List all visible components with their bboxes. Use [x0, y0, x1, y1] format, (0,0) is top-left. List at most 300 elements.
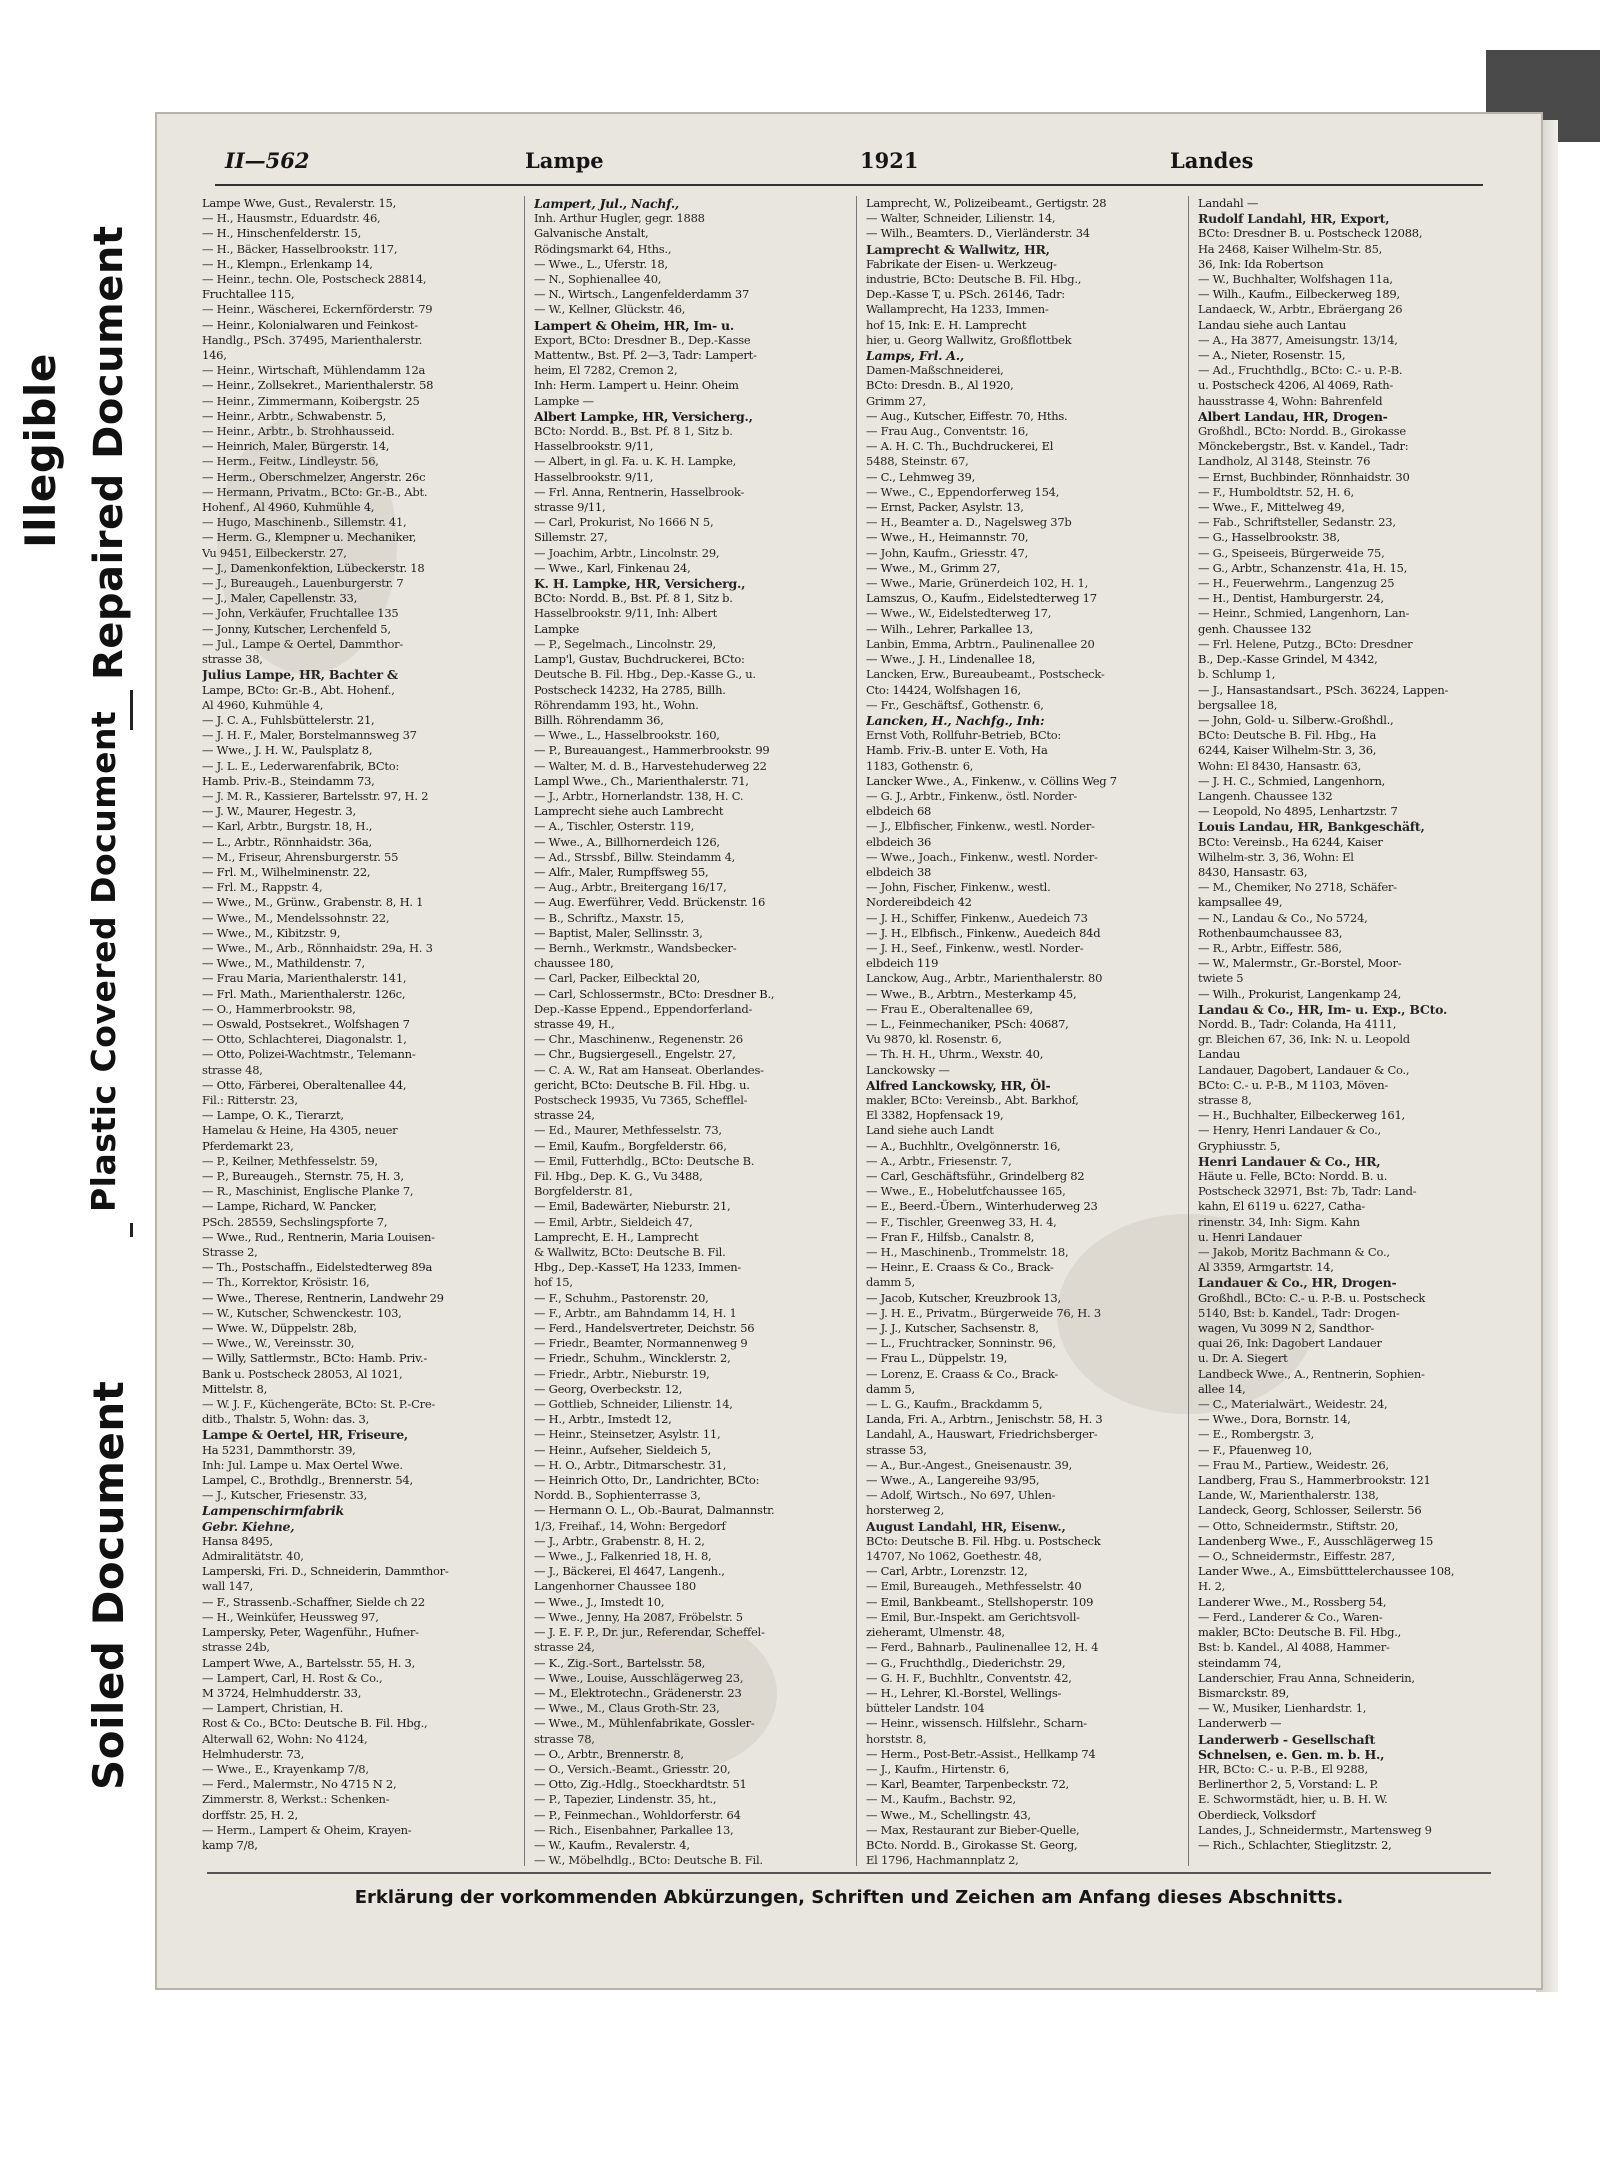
directory-entry: — O., Hammerbrookstr. 98,: [202, 1001, 356, 1016]
directory-entry: — Walter, M. d. B., Harvestehuderweg 22: [534, 758, 767, 773]
directory-entry: Landau siehe auch Lantau: [1198, 317, 1346, 332]
directory-entry: Lancken, Erw., Bureaubeamt., Postscheck-: [866, 667, 1105, 682]
directory-entry: — Wwe., L., Hasselbrookstr. 160,: [534, 728, 720, 743]
directory-entry: — Carl, Prokurist, No 1666 N 5,: [534, 515, 714, 530]
directory-entry: gr. Bleichen 67, 36, Ink: N. u. Leopold: [1198, 1032, 1410, 1047]
directory-entry: zieheramt, Ulmenstr. 48,: [866, 1625, 1005, 1640]
directory-entry: strasse 24,: [534, 1108, 595, 1123]
directory-entry: — J. H., Seef., Finkenw., westl. Norder-: [866, 940, 1084, 955]
directory-entry: — John, Verkäufer, Fruchtallee 135: [202, 606, 399, 621]
directory-entry: 5488, Steinstr. 67,: [866, 454, 969, 469]
directory-entry: — H., Lehrer, Kl.-Borstel, Wellings-: [866, 1685, 1062, 1700]
directory-entry: Cto: 14424, Wolfshagen 16,: [866, 682, 1021, 697]
directory-entry: Häute u. Felle, BCto: Nordd. B. u.: [1198, 1169, 1388, 1183]
directory-entry: Lampl Wwe., Ch., Marienthalerstr. 71,: [534, 773, 749, 788]
directory-entry: — G., Arbtr., Schanzenstr. 41a, H. 15,: [1198, 560, 1408, 575]
repaired-document-label: Repaired Document: [86, 225, 132, 680]
directory-entry: — Aug., Kutscher, Eiffestr. 70, Hths.: [866, 408, 1068, 423]
directory-entry: makler, BCto: Deutsche B. Fil. Hbg.,: [1198, 1625, 1402, 1640]
directory-entry: Landeck, Georg, Schlosser, Seilerstr. 56: [1198, 1503, 1422, 1518]
directory-entry: — Carl, Geschäftsführ., Grindelberg 82: [866, 1169, 1085, 1183]
directory-entry: hof 15,: [534, 1275, 573, 1290]
directory-entry: Wallamprecht, Ha 1233, Immen-: [866, 302, 1049, 317]
directory-entry: — Carl, Arbtr., Lorenzstr. 12,: [866, 1564, 1028, 1579]
directory-entry: — Frau L., Düppelstr. 19,: [866, 1351, 1008, 1366]
directory-entry: Lampert & Oheim, HR, Im- u.: [534, 317, 734, 333]
directory-entry: Großhdl., BCto: Nordd. B., Girokasse: [1198, 424, 1406, 439]
directory-entry: — Rich., Schlachter, Stieglitzstr. 2,: [1198, 1837, 1392, 1852]
directory-entry: Nordd. B., Tadr: Colanda, Ha 4111,: [1198, 1016, 1397, 1031]
directory-entry: twiete 5: [1198, 971, 1244, 986]
directory-entry: — Wwe., M., Mühlenfabrikate, Gossler-: [534, 1716, 755, 1731]
directory-entry: — B., Schriftz., Maxstr. 15,: [534, 910, 684, 925]
directory-entry: Julius Lampe, HR, Bachter &: [202, 667, 398, 683]
directory-entry: 5140, Bst: b. Kandel., Tadr: Drogen-: [1198, 1305, 1400, 1320]
directory-entry: — Henry, Henri Landauer & Co.,: [1198, 1123, 1381, 1138]
directory-entry: Landbeck Wwe., A., Rentnerin, Sophien-: [1198, 1366, 1425, 1381]
directory-entry: Gryphiusstr. 5,: [1198, 1138, 1281, 1153]
directory-entry: Vu 9451, Eilbeckerstr. 27,: [202, 545, 347, 560]
directory-entry: — Wwe., W., Vereinsstr. 30,: [202, 1336, 355, 1351]
directory-entry: ditb., Thalstr. 5, Wohn: das. 3,: [202, 1412, 370, 1427]
directory-entry: — Otto, Zig.-Hdlg., Stoeckhardtstr. 51: [534, 1777, 747, 1792]
directory-entry: — Heinr., Wirtschaft, Mühlendamm 12a: [202, 363, 426, 378]
directory-entry: — Ernst, Packer, Asylstr. 13,: [866, 500, 1024, 515]
directory-entry: dorffstr. 25, H. 2,: [202, 1807, 298, 1822]
directory-entry: — Jonny, Kutscher, Lerchenfeld 5,: [202, 621, 391, 636]
directory-entry: — Ed., Maurer, Methfesselstr. 73,: [534, 1123, 722, 1138]
directory-entry: — Heinr., wissensch. Hilfslehr., Scharn-: [866, 1716, 1087, 1731]
directory-entry: — Emil, Bur.-Inspekt. am Gerichtsvoll-: [866, 1609, 1080, 1624]
directory-entry: Hamb. Priv.-B., Steindamm 73,: [202, 773, 375, 788]
directory-entry: strasse 53,: [866, 1442, 927, 1457]
directory-entry: — Wwe., M., Claus Groth-Str. 23,: [534, 1701, 720, 1716]
directory-entry: Export, BCto: Dresdner B., Dep.-Kasse: [534, 332, 751, 347]
directory-entry: Louis Landau, HR, Bankgeschäft,: [1198, 819, 1425, 835]
directory-entry: Lampersky, Peter, Wagenführ., Hufner-: [202, 1625, 419, 1640]
directory-entry: 146,: [202, 348, 227, 363]
directory-entry: — J., Kutscher, Friesenstr. 33,: [202, 1488, 367, 1503]
directory-entry: Langenh. Chaussee 132: [1198, 788, 1333, 803]
directory-entry: — Wwe., M., Schellingstr. 43,: [866, 1807, 1031, 1822]
directory-entry: El 1796, Hachmannplatz 2,: [866, 1853, 1019, 1866]
directory-entry: b. Schlump 1,: [1198, 667, 1276, 682]
soiled-document-label: Soiled Document: [84, 1380, 133, 1790]
directory-entry: — Leopold, No 4895, Lenhartzstr. 7: [1198, 804, 1398, 819]
directory-entry: Lamprecht & Wallwitz, HR,: [866, 241, 1050, 257]
column-rule: [856, 196, 857, 1866]
directory-entry: Bismarckstr. 89,: [1198, 1685, 1290, 1700]
directory-entry: Damen-Maßschneiderei,: [866, 363, 1004, 378]
directory-entry: — G., Fruchthdlg., Diederichstr. 29,: [866, 1655, 1066, 1670]
directory-entry: — J., Bäckerei, El 4647, Langenh.,: [534, 1564, 725, 1579]
directory-entry: — W., Möbelhdlg., BCto: Deutsche B. Fil.: [534, 1853, 763, 1866]
directory-entry: — Wwe., M., Mathildenstr. 7,: [202, 956, 365, 971]
directory-entry: Landenberg Wwe., F., Ausschlägerweg 15: [1198, 1533, 1434, 1548]
directory-entry: Lanckowsky —: [866, 1062, 950, 1077]
directory-entry: — Karl, Beamter, Tarpenbeckstr. 72,: [866, 1777, 1069, 1792]
directory-entry: 1183, Gothenstr. 6,: [866, 758, 974, 773]
directory-entry: El 3382, Hopfensack 19,: [866, 1108, 1004, 1123]
directory-entry: — Ernst, Buchbinder, Rönnhaidstr. 30: [1198, 469, 1410, 484]
directory-entry: — G., Hasselbrookstr. 38,: [1198, 530, 1340, 545]
directory-entry: rinenstr. 34, Inh: Sigm. Kahn: [1198, 1214, 1360, 1229]
directory-entry: — Alfr., Maler, Rumpffsweg 55,: [534, 864, 709, 879]
directory-entry: — Emil, Arbtr., Sieldeich 47,: [534, 1214, 693, 1229]
directory-entry: — Heinr., Zimmermann, Koibergstr. 25: [202, 393, 420, 408]
directory-entry: elbdeich 38: [866, 864, 932, 879]
directory-entry: — F., Strassenb.-Schaffner, Sielde ch 22: [202, 1594, 425, 1609]
first-entry-word: Lampe: [525, 148, 604, 173]
directory-entry: — F., Arbtr., am Bahndamm 14, H. 1: [534, 1305, 737, 1320]
directory-entry: — Fr., Geschäftsf., Gothenstr. 6,: [866, 697, 1044, 712]
directory-entry: — Wwe., F., Mittelweg 49,: [1198, 500, 1345, 515]
directory-entry: — M., Friseur, Ahrensburgerstr. 55: [202, 849, 399, 864]
directory-entry: — W., Buchhalter, Wolfshagen 11a,: [1198, 272, 1393, 287]
directory-entry: — Heinr., Aufseher, Sieldeich 5,: [534, 1442, 712, 1457]
column-rule: [524, 196, 525, 1866]
directory-entry: — Ferd., Handelsvertreter, Deichstr. 56: [534, 1321, 755, 1336]
directory-entry: — Frau M., Partiew., Weidestr. 26,: [1198, 1457, 1389, 1472]
directory-entry: Oberdieck, Volksdorf: [1198, 1807, 1316, 1822]
directory-entry: — Hugo, Maschinenb., Sillemstr. 41,: [202, 515, 407, 530]
directory-entry: Lampert Wwe, A., Bartelsstr. 55, H. 3,: [202, 1655, 416, 1670]
directory-entry: Nordereibdeich 42: [866, 895, 972, 910]
directory-entry: Dep.-Kasse Eppend., Eppendorferland-: [534, 1001, 753, 1016]
directory-entry: — Wwe., A., Billhornerdeich 126,: [534, 834, 720, 849]
directory-entry: — Heinr., Schmied, Langenhorn, Lan-: [1198, 606, 1410, 621]
directory-entry: Landau & Co., HR, Im- u. Exp., BCto.: [1198, 1001, 1448, 1017]
directory-entry: — O., Arbtr., Brennerstr. 8,: [534, 1746, 684, 1761]
directory-entry: u. Postscheck 4206, Al 4069, Rath-: [1198, 378, 1394, 393]
directory-entry: Postscheck 32971, Bst: 7b, Tadr: Land-: [1198, 1184, 1417, 1199]
directory-entry: — Wwe., E., Hobelutfchaussee 165,: [866, 1184, 1066, 1199]
directory-entry: — P., Segelmach., Lincolnstr. 29,: [534, 636, 716, 651]
directory-entry: — Wwe., J. H. W., Paulsplatz 8,: [202, 743, 373, 758]
directory-entry: 36, Ink: Ida Robertson: [1198, 256, 1324, 271]
directory-entry: Hasselbrookstr. 9/11,: [534, 439, 654, 454]
directory-entry: Lampe Wwe, Gust., Revalerstr. 15,: [202, 196, 396, 210]
directory-entry: — Wwe., B., Arbtrn., Mesterkamp 45,: [866, 986, 1077, 1001]
directory-entry: — J. H. C., Schmied, Langenhorn,: [1198, 773, 1386, 788]
directory-entry: bergsallee 18,: [1198, 697, 1278, 712]
directory-entry: Lampel, C., Brothdlg., Brennerstr. 54,: [202, 1473, 413, 1488]
directory-entry: — Wilh., Beamters. D., Vierländerstr. 34: [866, 226, 1090, 241]
directory-entry: wagen, Vu 3099 N 2, Sandthor-: [1198, 1321, 1375, 1336]
directory-entry: — F., Schuhm., Pastorenstr. 20,: [534, 1290, 709, 1305]
directory-entry: Landes, J., Schneidermstr., Martensweg 9: [1198, 1822, 1432, 1837]
directory-entry: & Wallwitz, BCto: Deutsche B. Fil.: [534, 1245, 726, 1260]
directory-entry: — Wwe., L., Uferstr. 18,: [534, 256, 668, 271]
directory-entry: Helmhuderstr. 73,: [202, 1746, 305, 1761]
directory-entry: — Wwe., Jenny, Ha 2087, Fröbelstr. 5: [534, 1609, 743, 1624]
directory-entry: — Heinr., Arbtr., b. Strohhausseid.: [202, 424, 395, 439]
directory-entry: — J., Damenkonfektion, Lübeckerstr. 18: [202, 560, 425, 575]
directory-entry: — G. J., Arbtr., Finkenw., östl. Norder-: [866, 788, 1078, 803]
directory-entry: — Chr., Bugsiergesell., Engelstr. 27,: [534, 1047, 736, 1062]
directory-entry: — John, Fischer, Finkenw., westl.: [866, 880, 1051, 895]
directory-entry: — P., Bureaugeh., Sternstr. 75, H. 3,: [202, 1169, 404, 1183]
directory-entry: — C., Materialwärt., Weidestr. 24,: [1198, 1397, 1388, 1412]
directory-entry: August Landahl, HR, Eisenw.,: [866, 1518, 1066, 1534]
footer-rule: [207, 1872, 1491, 1874]
directory-entry: — W., Musiker, Lienhardstr. 1,: [1198, 1701, 1367, 1716]
directory-entry: — Wwe., J., Imstedt 10,: [534, 1594, 665, 1609]
directory-entry: — M., Chemiker, No 2718, Schäfer-: [1198, 880, 1397, 895]
directory-entry: — J. H. E., Privatm., Bürgerweide 76, H. 3: [866, 1305, 1101, 1320]
directory-entry: — Wwe., M., Grimm 27,: [866, 560, 1001, 575]
directory-entry: — Wwe., M., Mendelssohnstr. 22,: [202, 910, 390, 925]
directory-entry: — Wwe., C., Eppendorferweg 154,: [866, 484, 1060, 499]
column-rule: [1188, 196, 1189, 1866]
directory-entry: Wilhelm-str. 3, 36, Wohn: El: [1198, 849, 1354, 864]
directory-entry: — Fab., Schriftsteller, Sedanstr. 23,: [1198, 515, 1396, 530]
directory-entry: — Herm., Post-Betr.-Assist., Hellkamp 74: [866, 1746, 1096, 1761]
directory-entry: Nordd. B., Sophienterrasse 3,: [534, 1488, 701, 1503]
directory-entry: Mattentw., Bst. Pf. 2—3, Tadr: Lampert-: [534, 348, 757, 363]
directory-entry: Henri Landauer & Co., HR,: [1198, 1153, 1381, 1169]
directory-entry: E. Schwormstädt, hier, u. B. H. W.: [1198, 1792, 1388, 1807]
directory-entry: PSch. 28559, Sechslingspforte 7,: [202, 1214, 388, 1229]
directory-entry: strasse 24b,: [202, 1640, 270, 1655]
directory-entry: Zimmerstr. 8, Werkst.: Schenken-: [202, 1792, 390, 1807]
directory-entry: BCto: Deutsche B. Fil. Hbg., Ha: [1198, 728, 1377, 743]
directory-entry: Wohn: El 8430, Hansastr. 63,: [1198, 758, 1362, 773]
abbreviations-note: Erklärung der vorkommenden Abkürzungen, Schriften und Zeichen am Anfang dieses Abschnitts.: [354, 1887, 1344, 1908]
directory-entry: — Friedr., Beamter, Normannenweg 9: [534, 1336, 748, 1351]
directory-entry: — J. M. R., Kassierer, Bartelsstr. 97, H. 2: [202, 788, 429, 803]
directory-entry: — N., Landau & Co., No 5724,: [1198, 910, 1368, 925]
directory-entry: Postscheck 19935, Vu 7365, Schefflel-: [534, 1092, 748, 1107]
directory-entry: Billh. Röhrendamm 36,: [534, 712, 664, 727]
directory-entry: — J. L. E., Lederwarenfabrik, BCto:: [202, 758, 400, 773]
directory-entry: Fil.: Ritterstr. 23,: [202, 1092, 298, 1107]
directory-entry: Landerer Wwe., M., Rossberg 54,: [1198, 1594, 1387, 1609]
directory-entry: strasse 8,: [1198, 1092, 1252, 1107]
directory-entry: — J. E. F. P., Dr. jur., Referendar, Scheffel-: [534, 1625, 765, 1640]
directory-entry: — Wilh., Lehrer, Parkallee 13,: [866, 621, 1034, 636]
directory-entry: Rödingsmarkt 64, Hths.,: [534, 241, 672, 256]
directory-entry: BCto: Dresdner B. u. Postscheck 12088,: [1198, 226, 1423, 241]
illegible-label: Illegible: [16, 353, 65, 548]
directory-entry: — Carl, Packer, Eilbecktal 20,: [534, 971, 701, 986]
directory-entry: — Bernh., Werkmstr., Wandsbecker-: [534, 940, 737, 955]
directory-entry: — Chr., Maschinenw., Regenenstr. 26: [534, 1032, 743, 1047]
directory-entry: Hbg., Dep.-KasseT, Ha 1233, Immen-: [534, 1260, 742, 1275]
directory-entry: BCto: C.- u. P.-B., M 1103, Möven-: [1198, 1077, 1389, 1092]
directory-entry: — Heinr., Kolonialwaren und Feinkost-: [202, 317, 418, 332]
directory-entry: — Frl. M., Wilhelminenstr. 22,: [202, 864, 371, 879]
directory-entry: — Th., Postschaffn., Eidelstedterweg 89a: [202, 1260, 433, 1275]
directory-entry: allee 14,: [1198, 1381, 1246, 1396]
directory-entry: — Frau Maria, Marienthalerstr. 141,: [202, 971, 407, 986]
directory-entry: Vu 9870, kl. Rosenstr. 6,: [866, 1032, 1002, 1047]
directory-entry: — Oswald, Postsekret., Wolfshagen 7: [202, 1016, 410, 1031]
directory-entry: Lanckow, Aug., Arbtr., Marienthalerstr. 80: [866, 971, 1103, 986]
directory-entry: — H., Arbtr., Imstedt 12,: [534, 1412, 672, 1427]
directory-entry: — R., Maschinist, Englische Planke 7,: [202, 1184, 414, 1199]
directory-entry: Lamp'l, Gustav, Buchdruckerei, BCto:: [534, 652, 745, 667]
directory-entry: 8430, Hansastr. 63,: [1198, 864, 1308, 879]
directory-entry: — Heinr., Steinsetzer, Asylstr. 11,: [534, 1427, 721, 1442]
directory-entry: — Emil, Futterhdlg., BCto: Deutsche B.: [534, 1153, 755, 1168]
directory-entry: — H., Hausmstr., Eduardstr. 46,: [202, 211, 381, 226]
directory-entry: — O., Versich.-Beamt., Griesstr. 20,: [534, 1761, 731, 1776]
directory-entry: chaussee 180,: [534, 956, 614, 971]
directory-entry: Ha 5231, Dammthorstr. 39,: [202, 1442, 356, 1457]
directory-entry: steindamm 74,: [1198, 1655, 1282, 1670]
directory-entry: — Wilh., Kaufm., Eilbeckerweg 189,: [1198, 287, 1400, 302]
directory-entry: — J. H., Elbfisch., Finkenw., Auedeich 84d: [866, 925, 1101, 940]
directory-entry: gericht, BCto: Deutsche B. Fil. Hbg. u.: [534, 1077, 750, 1092]
directory-entry: Mittelstr. 8,: [202, 1381, 267, 1396]
directory-entry: Lamszus, O., Kaufm., Eidelstedterweg 17: [866, 591, 1097, 606]
directory-entry: — J., Hansastandsart., PSch. 36224, Lappen-: [1198, 682, 1449, 697]
directory-entry: hier, u. Georg Wallwitz, Großflottbek: [866, 332, 1072, 347]
directory-entry: — O., Schneidermstr., Eiffestr. 287,: [1198, 1549, 1395, 1564]
directory-entry: Hamelau & Heine, Ha 4305, neuer: [202, 1123, 398, 1138]
directory-entry: — J., Arbtr., Grabenstr. 8, H. 2,: [534, 1533, 705, 1548]
directory-entry: Albert Lampke, HR, Versicherg.,: [534, 408, 753, 424]
directory-entry: 14707, No 1062, Goethestr. 48,: [866, 1549, 1042, 1564]
directory-entry: M 3724, Helmhudderstr. 33,: [202, 1685, 362, 1700]
directory-entry: — N., Sophienallee 40,: [534, 272, 662, 287]
directory-entry: — Ferd., Malermstr., No 4715 N 2,: [202, 1777, 397, 1792]
directory-entry: Fil. Hbg., Dep. K. G., Vu 3488,: [534, 1169, 703, 1183]
directory-entry: — Otto, Polizei-Wachtmstr., Telemann-: [202, 1047, 416, 1062]
directory-entry: — Th. H. H., Uhrm., Wexstr. 40,: [866, 1047, 1044, 1062]
directory-entry: Lancken, H., Nachfg., Inh:: [866, 712, 1045, 728]
directory-entry: — F., Humboldtstr. 52, H. 6,: [1198, 484, 1354, 499]
directory-entry: Großhdl., BCto: C.- u. P.-B. u. Postscheck: [1198, 1290, 1426, 1305]
directory-entry: — W., Kaufm., Revalerstr. 4,: [534, 1837, 690, 1852]
directory-entry: — Hermann O. L., Ob.-Baurat, Dalmannstr.: [534, 1503, 775, 1518]
directory-entry: — Heinrich Otto, Dr., Landrichter, BCto:: [534, 1473, 760, 1488]
directory-entry: — H., Maschinenb., Trommelstr. 18,: [866, 1245, 1069, 1260]
directory-entry: — P., Bureauangest., Hammerbrookstr. 99: [534, 743, 770, 758]
directory-entry: BCto. Nordd. B., Girokasse St. Georg,: [866, 1837, 1078, 1852]
directory-entry: Lampke —: [534, 393, 594, 408]
column-2: [534, 196, 846, 1866]
directory-entry: — Wwe., E., Krayenkamp 7/8,: [202, 1761, 369, 1776]
directory-entry: — Wwe., Marie, Grünerdeich 102, H. 1,: [866, 576, 1088, 591]
directory-entry: Landau: [1198, 1047, 1241, 1062]
scanned-page: [155, 112, 1543, 1990]
directory-entry: Landaeck, W., Arbtr., Ebräergang 26: [1198, 302, 1403, 317]
column-3: [866, 196, 1178, 1866]
directory-entry: Röhrendamm 193, ht., Wohn.: [534, 697, 699, 712]
directory-entry: — Lorenz, E. Craass & Co., Brack-: [866, 1366, 1058, 1381]
directory-entry: Admiralitätstr. 40,: [202, 1549, 304, 1564]
directory-entry: hausstrasse 4, Wohn: Bahrenfeld: [1198, 393, 1383, 408]
directory-entry: — Rich., Eisenbahner, Parkallee 13,: [534, 1822, 734, 1837]
directory-entry: 6244, Kaiser Wilhelm-Str. 3, 36,: [1198, 743, 1377, 758]
directory-entry: horststr. 8,: [866, 1731, 927, 1746]
directory-entry: — E., Beerd.-Übern., Winterhuderweg 23: [866, 1199, 1098, 1214]
label-divider-2: [130, 1223, 133, 1237]
directory-entry: Hansa 8495,: [202, 1533, 273, 1548]
directory-entry: — M., Elektrotechn., Grädenerstr. 23: [534, 1685, 742, 1700]
directory-entry: — W., Malermstr., Gr.-Borstel, Moor-: [1198, 956, 1402, 971]
directory-entry: Handlg., PSch. 37495, Marienthalerstr.: [202, 332, 423, 347]
directory-entry: — Frl. Math., Marienthalerstr. 126c,: [202, 986, 406, 1001]
directory-entry: — Jacob, Kutscher, Kreuzbrook 13,: [866, 1290, 1061, 1305]
directory-entry: — Gottlieb, Schneider, Lilienstr. 14,: [534, 1397, 733, 1412]
directory-entry: — F., Pfauenweg 10,: [1198, 1442, 1312, 1457]
directory-entry: BCto: Nordd. B., Bst. Pf. 8 1, Sitz b.: [534, 424, 733, 439]
directory-entry: Hamb. Friv.-B. unter E. Voth, Ha: [866, 743, 1048, 758]
directory-entry: — Willy, Sattlermstr., BCto: Hamb. Priv.-: [202, 1351, 428, 1366]
directory-entry: Landahl, A., Hauswart, Friedrichsberger-: [866, 1427, 1098, 1442]
directory-entry: — Otto, Schlachterei, Diagonalstr. 1,: [202, 1032, 407, 1047]
directory-entry: — Wwe., Joach., Finkenw., westl. Norder-: [866, 849, 1098, 864]
directory-entry: — A., Buchhltr., Ovelgönnerstr. 16,: [866, 1138, 1061, 1153]
directory-entry: — Hermann, Privatm., BCto: Gr.-B., Abt.: [202, 484, 428, 499]
directory-entry: elbdeich 68: [866, 804, 932, 819]
directory-entry: — H., Klempn., Erlenkamp 14,: [202, 256, 373, 271]
directory-entry: — Heinr., E. Craass & Co., Brack-: [866, 1260, 1054, 1275]
directory-entry: — H., Buchhalter, Eilbeckerweg 161,: [1198, 1108, 1405, 1123]
directory-entry: — J., Arbtr., Hornerlandstr. 138, H. C.: [534, 788, 744, 803]
directory-entry: — A., Ha 3877, Ameisungstr. 13/14,: [1198, 332, 1398, 347]
directory-entry: Al 4960, Kuhmühle 4,: [202, 697, 324, 712]
directory-entry: Lancker Wwe., A., Finkenw., v. Cöllins Weg 7: [866, 773, 1117, 788]
directory-entry: genh. Chaussee 132: [1198, 621, 1312, 636]
directory-entry: Dep.-Kasse T, u. PSch. 26146, Tadr:: [866, 287, 1065, 302]
directory-entry: — Jul., Lampe & Oertel, Dammthor-: [202, 636, 404, 651]
directory-entry: Bank u. Postscheck 28053, Al 1021,: [202, 1366, 403, 1381]
directory-entry: — Lampert, Carl, H. Rost & Co.,: [202, 1670, 383, 1685]
directory-entry: — Frau E., Oberaltenallee 69,: [866, 1001, 1033, 1016]
directory-entry: — Ad., Strssbf., Billw. Steindamm 4,: [534, 849, 736, 864]
directory-entry: kampsallee 49,: [1198, 895, 1283, 910]
directory-entry: kamp 7/8,: [202, 1837, 258, 1852]
directory-entry: — J., Kaufm., Hirtenstr. 6,: [866, 1761, 1010, 1776]
directory-entry: — L. G., Kaufm., Brackdamm 5,: [866, 1397, 1043, 1412]
directory-columns: [202, 196, 1516, 1866]
directory-entry: — John, Gold- u. Silberw.-Großhdl.,: [1198, 712, 1394, 727]
directory-entry: — Jakob, Moritz Bachmann & Co.,: [1198, 1245, 1390, 1260]
directory-entry: — Georg, Overbeckstr. 12,: [534, 1381, 683, 1396]
directory-entry: Landa, Fri. A., Arbtrn., Jenischstr. 58, H. 3: [866, 1412, 1103, 1427]
directory-entry: — Wwe., J., Falkenried 18, H. 8,: [534, 1549, 712, 1564]
directory-entry: — Otto, Färberei, Oberaltenallee 44,: [202, 1077, 407, 1092]
column-1: [202, 196, 514, 1866]
directory-entry: — F., Tischler, Greenweg 33, H. 4,: [866, 1214, 1057, 1229]
directory-entry: — L., Arbtr., Rönnhaidstr. 36a,: [202, 834, 372, 849]
directory-entry: Alterwall 62, Wohn: No 4124,: [202, 1731, 368, 1746]
directory-entry: — A., Nieter, Rosenstr. 15,: [1198, 348, 1346, 363]
directory-entry: — Herm., Lampert & Oheim, Krayen-: [202, 1822, 412, 1837]
directory-entry: Schnelsen, e. Gen. m. b. H.,: [1198, 1746, 1385, 1762]
directory-entry: — J. C. A., Fuhlsbüttelerstr. 21,: [202, 712, 375, 727]
directory-entry: HR, BCto: C.- u. P.-B., El 9288,: [1198, 1761, 1368, 1776]
directory-entry: Lamprecht siehe auch Lambrecht: [534, 804, 724, 819]
directory-entry: Lamprecht, W., Polizeibeamt., Gertigstr. 28: [866, 196, 1107, 210]
directory-entry: — Wwe., Therese, Rentnerin, Landwehr 29: [202, 1290, 444, 1305]
directory-entry: — H. O., Arbtr., Ditmarschestr. 31,: [534, 1457, 727, 1472]
directory-entry: — Heinr., techn. Ole, Postscheck 28814,: [202, 272, 427, 287]
directory-entry: Lampke: [534, 621, 580, 636]
directory-entry: K. H. Lampke, HR, Versicherg.,: [534, 576, 746, 592]
directory-entry: — A., Bur.-Angest., Gneisenaustr. 39,: [866, 1457, 1072, 1472]
directory-entry: Mönckebergstr., Bst. v. Kandel., Tadr:: [1198, 439, 1409, 454]
directory-entry: — Frl. Anna, Rentnerin, Hasselbrook-: [534, 484, 745, 499]
directory-entry: Berlinerthor 2, 5, Vorstand: L. P.: [1198, 1777, 1379, 1792]
directory-entry: — Otto, Schneidermstr., Stiftstr. 20,: [1198, 1518, 1399, 1533]
directory-entry: industrie, BCto: Deutsche B. Fil. Hbg.,: [866, 272, 1082, 287]
directory-entry: BCto: Deutsche B. Fil. Hbg. u. Postscheck: [866, 1533, 1101, 1548]
